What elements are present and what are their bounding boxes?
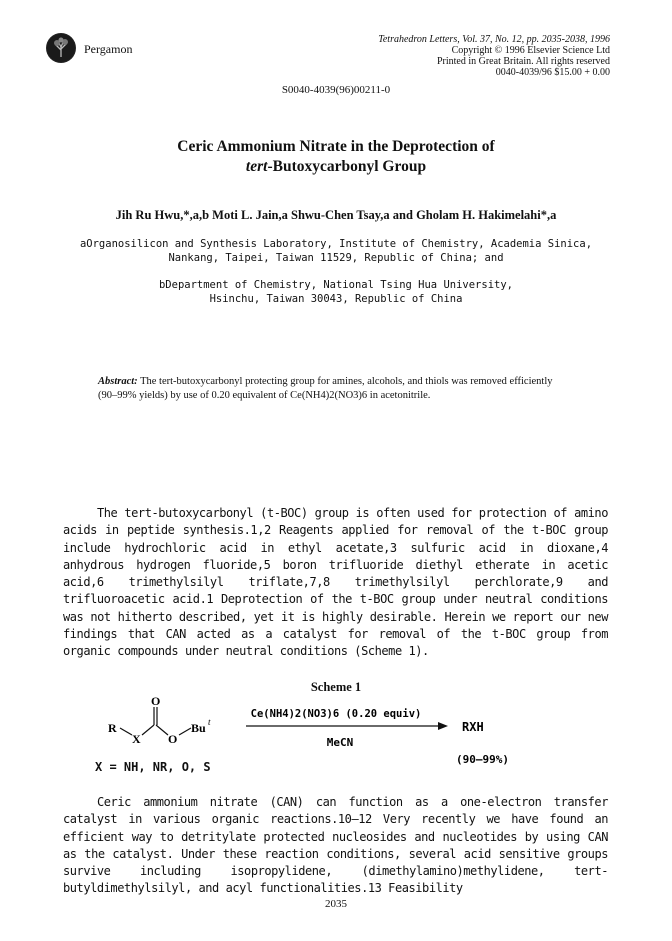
abstract-label: Abstract:: [98, 376, 138, 387]
page-number: 2035: [325, 898, 347, 910]
title-line-1: Ceric Ammonium Nitrate in the Deprotection of: [177, 138, 495, 155]
x-definition: X = NH, NR, O, S: [95, 760, 211, 774]
substrate-t: t: [208, 717, 211, 727]
journal-citation: Tetrahedron Letters, Vol. 37, No. 12, pp. 2035-2038, 1996: [378, 34, 610, 45]
abstract-text: The tert-butoxycarbonyl protecting group for amines, alcohols, and thiols was removed efficiently (90–99% yields) by use of 0.20 equivalent of Ce(NH4)2(NO3)6 in acetonitrile.: [98, 376, 553, 401]
affiliation-b-line-2: Hsinchu, Taiwan 30043, Republic of China: [209, 293, 463, 305]
substrate-x: X: [132, 732, 141, 746]
title-italic-part: tert: [245, 158, 268, 175]
copyright-line: Copyright © 1996 Elsevier Science Ltd: [451, 45, 610, 56]
yield-label: (90–99%): [456, 753, 509, 766]
journal-info: [378, 34, 610, 78]
paragraph-2: Ceric ammonium nitrate (CAN) can function as a one-electron transfer catalyst in various organic reactions.10–12 Very recently we have found an efficient way to detritylate protected nucleosides and nucleotides by using CAN as the catalyst. Under these reaction conditions, several acid sensitive groups survive including isopropylidene, (dimethylamino)methylidene, tert-butyldimethylsilyl, and acyl functionalities.13 Feasibility: [63, 795, 608, 896]
printed-line: Printed in Great Britain. All rights reserved: [436, 56, 610, 67]
title-line-2: [60, 157, 612, 177]
tree-logo-icon: [46, 33, 76, 63]
arrow-head-icon: [438, 722, 448, 730]
affiliation-a-line-1: aOrganosilicon and Synthesis Laboratory, Institute of Chemistry, Academia Sinica,: [79, 238, 593, 250]
paragraph-1: The tert-butoxycarbonyl (t-BOC) group is often used for protection of amino acids in peptide synthesis.1,2 Reagents applied for removal of the t-BOC group include hydrochloric acid in ethyl acetate,3 sulfuric acid in dioxane,4 anhydrous hydrogen fluoride,5 boron trifluoride diethyl etherate in acetic acid,6 trimethylsilyl triflate,7,8 trimethylsilyl perchlorate,9 and trifluoroacetic acid.1 Deprotection of the t-BOC group under neutral conditions was not hitherto described, yet it is highly desirable. Herein we report our new findings that CAN acted as a catalyst for removal of the t-BOC group from organic compounds under neutral conditions (Scheme 1).: [63, 506, 608, 659]
pii-code: S0040-4039(96)00211-0: [281, 84, 391, 96]
ester-oxygen: O: [168, 732, 178, 746]
author-list: Jih Ru Hwu,*,a,b Moti L. Jain,a Shwu-Chen Tsay,a and Gholam H. Hakimelahi*,a: [115, 208, 557, 222]
publisher-name: Pergamon: [84, 42, 133, 56]
article-title: [60, 137, 612, 177]
affiliation-b: [40, 278, 632, 306]
title-rest: -Butoxycarbonyl Group: [267, 158, 427, 175]
product-label: RXH: [462, 720, 484, 734]
solvent-label: MeCN: [326, 736, 354, 749]
substrate-bu: Bu: [191, 721, 206, 735]
publisher-logo: [46, 33, 76, 63]
affiliation-b-line-1: bDepartment of Chemistry, National Tsing Hua University,: [158, 279, 513, 291]
price-line: 0040-4039/96 $15.00 + 0.00: [495, 67, 610, 78]
substrate-r: R: [108, 721, 117, 735]
abstract: [98, 375, 574, 403]
carbonyl-oxygen: O: [151, 695, 161, 708]
affiliation-a-line-2: Nankang, Taipei, Taiwan 11529, Republic of China; and: [168, 252, 504, 264]
reagent-label: Ce(NH4)2(NO3)6 (0.20 equiv): [250, 708, 422, 720]
affiliation-a: [40, 237, 632, 265]
scheme-title: Scheme 1: [310, 680, 362, 694]
